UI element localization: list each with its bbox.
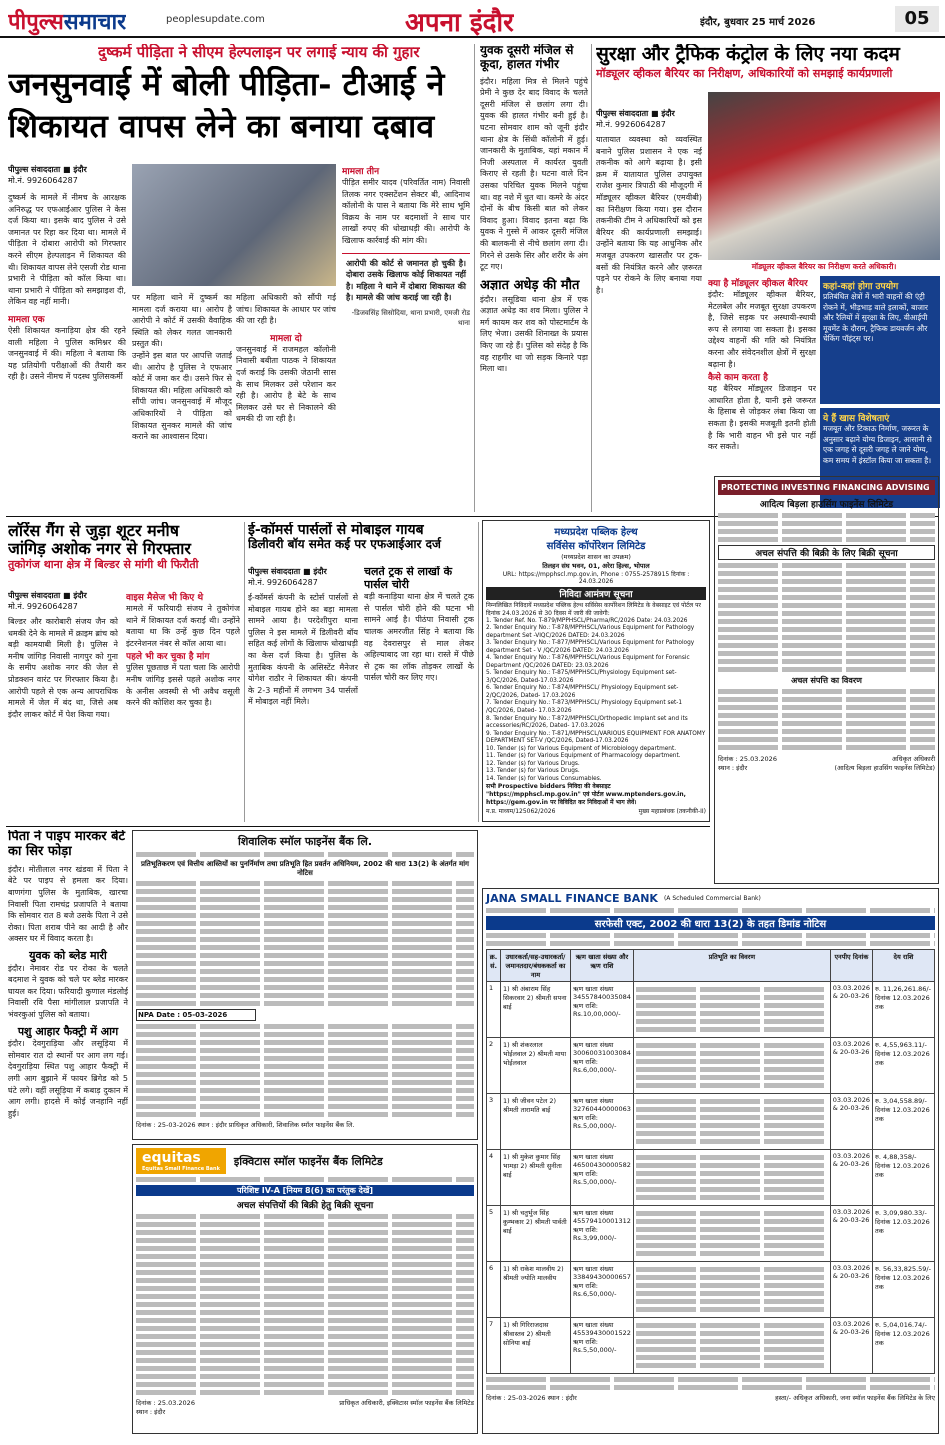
gang-mobile: मो.नं. 9926064287 bbox=[8, 602, 78, 611]
table-cell: रु. 3,09,980.33/- दिनांक 12.03.2026 तक bbox=[873, 1206, 935, 1262]
barrier-subheadline: मॉड्यूलर व्हीकल बैरियर का निरीक्षण, अधिकारियों को समझाई कार्यप्रणाली bbox=[596, 66, 893, 80]
table-row bbox=[487, 1150, 935, 1206]
table-cell bbox=[633, 1318, 830, 1374]
lead-body-4: उन्होंने इस बात पर आपत्ति जताई थी। आरोप है पुलिस ने एफआर कोर्ट में जमा कर दी। उसने फिर से शिकायत की। महिला अधिकारी को सौंपी जांच। जनसुनवाई में मौजूद अधिकारियों ने पीड़िता को शिकायत सुनकर मामले की जांच कराने का आश्वासन दिया। bbox=[132, 350, 232, 442]
table-cell bbox=[633, 1206, 830, 1262]
tender-item: 14. Tender (s) for Various Consumables. bbox=[486, 775, 602, 782]
table-header: प्रतिभूति का विवरण bbox=[633, 950, 830, 982]
tender-item: 9. Tender Enquiry No.: T-871/MPPHSCL/VARIOUS EQUIPMENT FOR ANATOMY DEPARTMENT SET-V /QC/2026, Dated-17.03.2026 bbox=[486, 730, 706, 745]
story-father bbox=[8, 830, 128, 1435]
lead-mobile: मो.नं. 9926064287 bbox=[8, 176, 78, 185]
barrier-headline: सुरक्षा और ट्रैफिक कंट्रोल के लिए नया कदम bbox=[596, 44, 900, 65]
table-cell: ऋण खाता संख्या 30060031003084 ऋण राशि: Rs.6,00,000/- bbox=[571, 1038, 634, 1094]
table-header: ऋण खाता संख्या और ऋण राशि bbox=[571, 950, 634, 982]
lead-body-3: पर महिला थाने में दुष्कर्म का मामला दर्ज कराया था। आरोप है आरोपी ने कोर्ट में उसकी वैवाहिक स्थिति को लेकर गलत जानकारी प्रस्तुत की। bbox=[132, 293, 232, 349]
table-cell: ऋण खाता संख्या 32760440000063 ऋण राशि: Rs.5,00,000/- bbox=[571, 1094, 634, 1150]
lead-body-2: ऐसी शिकायत कनाड़िया क्षेत्र की रहने वाली महिला ने पुलिस कमिश्नर की जनसुनवाई में की। महिला ने बताया कि यह प्रतियोगी परीक्षाओं की तैयारी कर रही है। उसने नीमच में पदस्थ पुलिसकर्मी bbox=[8, 325, 126, 382]
gang-sub-2: पहले भी कर चुका है मांग bbox=[126, 652, 210, 663]
tender-item: 11. Tender (s) for Various Equipment of Pharmacology department. bbox=[486, 753, 681, 760]
table-cell: 03.03.2026 & 20-03-26 bbox=[830, 1038, 872, 1094]
table-cell: 1) श्री जीवन पटेल 2) श्रीमती तारामति बाई bbox=[501, 1094, 571, 1150]
story-fall bbox=[480, 44, 588, 512]
divider bbox=[478, 522, 479, 822]
parcel-byline: पीपुल्स संवाददाता ■ इंदौर bbox=[248, 567, 327, 576]
gang-headline-2: जांगिड़ अशोक नगर से गिरफ्तार bbox=[8, 539, 191, 559]
story-parcel bbox=[248, 522, 474, 822]
lead-body-7: पीड़ित समीर यादव (परिवर्तित नाम) निवासी तिलक नगर एक्सटेंशन सेक्टर बी, आदिनाथ कॉलोनी के पास ने बताया कि मेरे साथ भूमि विक्रय के नाम पर बदमाशों ने साथ पार लाखों रुपए की धोखाधड़ी की। आरोपी के खिलाफ कार्रवाई की मांग की। bbox=[342, 178, 470, 245]
tender-item: 7. Tender Enquiry No.: T-873/MPPHSCL/ Physiology Equipment set-1 /QC/2026, Dated- 17.03.2026 bbox=[486, 700, 683, 714]
lead-quote: आरोपी की कोर्ट से जमानत हो चुकी है। दोबारा उसके खिलाफ कोई शिकायत नहीं है। महिला ने थाने में दोबारा शिकायत की है। मामले की जांच कराई जा रही है। bbox=[342, 253, 470, 308]
website-url[interactable]: peoplesupdate.com bbox=[166, 14, 265, 25]
lead-story bbox=[8, 44, 470, 512]
table-cell: रु. 56,33,825.59/- दिनांक 12.03.2026 तक bbox=[873, 1262, 935, 1318]
barrier-body-2: इंदौर: मॉड्यूलर व्हीकल बैरियर, मेटलबेल और मजबूत सुरक्षा उपकरण है, जिसे सड़क पर अस्थायी-स्थायी रूप से लगाया जा सकता है। इसका उद्देश्य वाहनों की गति को नियंत्रित करना और संवेदनशील क्षेत्रों में सुरक्षा बढ़ाना है। bbox=[708, 290, 816, 369]
table-cell: 1) श्री चतुर्भुज सिंह कुम्भकार 2) श्रीमती पार्वती बाई bbox=[501, 1206, 571, 1262]
gang-body: बिल्डर और कारोबारी संजय जैन को धमकी देने के मामले में क्राइम ब्रांच को बड़ी कामयाबी मिली है। पुलिस ने मनीष जांगिड़ निवासी नागपुर को गुना के समीप अशोक नगर की जेल से प्रोडक्शन वारंट पर गिरफ्तार किया है। आरोपी पहले से एक अन्य आपराधिक मामले में जेल में बंद था, जिसे अब इंदौर लाकर कोर्ट में पेश किया गया। bbox=[8, 617, 118, 719]
gang-byline: पीपुल्स संवाददाता ■ इंदौर bbox=[8, 591, 87, 600]
table-row bbox=[487, 1094, 935, 1150]
table-cell: ऋण खाता संख्या 45539430001522 ऋण राशि: Rs.5,50,000/- bbox=[571, 1318, 634, 1374]
lead-subhead-3: मामला तीन bbox=[342, 167, 380, 177]
table-cell: ऋण खाता संख्या 33849430000657 ऋण राशि: Rs.6,50,000/- bbox=[571, 1262, 634, 1318]
gang-sub-1: वाइस मैसेज भी किए थे bbox=[126, 593, 204, 603]
tender-item: 5. Tender Enquiry No.: T-875/MPPHSCL/Physiology Equipment set-3/QC/2026, Dated-17.03.2026 bbox=[486, 670, 677, 684]
divider bbox=[244, 522, 245, 822]
table-cell: 03.03.2026 & 20-03-26 bbox=[830, 1206, 872, 1262]
table-cell bbox=[633, 1038, 830, 1094]
barrier-byline: पीपुल्स संवाददाता ■ इंदौर bbox=[596, 109, 675, 118]
barrier-body-3: यह बैरियर मॉड्यूलर डिजाइन पर आधारित होता है, यानी इसे जरूरत के हिसाब से जोड़कर लंबा किया जा सकता है। इसकी मजबूती इतनी होती है कि भारी वाहन भी इसे पार नहीं कर सकते। bbox=[708, 384, 816, 452]
parcel-headline-2: डिलीवरी बॉय समेत कई पर एफआईआर दर्ज bbox=[248, 537, 441, 552]
father-sub-1: युवक को ब्लेड मारी bbox=[29, 949, 107, 963]
tender-item: 10. Tender (s) for Various Equipment of Microbiology department. bbox=[486, 745, 677, 752]
lead-headline-1: जनसुनवाई में बोली पीड़िता- टीआई ने bbox=[8, 66, 445, 103]
lead-kicker: दुष्कर्म पीड़िता ने सीएम हेल्पलाइन पर लगाई न्याय की गुहार bbox=[98, 44, 420, 61]
lead-subhead-2: मामला दो bbox=[270, 333, 302, 344]
tender-item: 3. Tender Enquiry No.: T-877/MPPHSCL/Various Equipment for Pathology department Set - V /QC/2026 DATED: 24.03.2026 bbox=[486, 640, 695, 654]
lead-body-5: महिला अधिकारी को सौंपी गई जांच। शिकायत के आधार पर जांच की जा रही है। bbox=[236, 293, 336, 326]
table-header: देय राशि bbox=[873, 950, 935, 982]
table-cell: रु. 4,88,358/- दिनांक 12.03.2026 तक bbox=[873, 1150, 935, 1206]
table-cell bbox=[633, 1262, 830, 1318]
lead-quote-by: -डिजवसिंह सिसोदिया, थाना प्रभारी, एमजी रोड थाना bbox=[351, 308, 470, 328]
ad-aditya-birla: PROTECTING INVESTING FINANCING ADVISING आदित्य बिड़ला हाउसिंग फाइनेंस लिमिटेड अचल संपत्ति की बिक्री के लिए बिक्री सूचना अचल संपत्ति का विवरण दिनांक : 25.03.2026 स्थान : इंदौर अधिकृत अधिकारी (आदित्य बिड़ला हाउसिंग फाइनेंस लिमिटेड) bbox=[714, 476, 939, 884]
table-cell: 6 bbox=[487, 1262, 501, 1318]
lead-body-1: दुष्कर्म के मामले में नीमच के आरक्षक अनिरुद्ध पर एफआईआर पुलिस ने केस दर्ज किया था। इसके बाद पुलिस ने उसे जमानत पर रिहा कर दिया था। मामले में पीड़िता ने दोबारा आरोपी को गिरफ्तार करने सीएम हेल्पलाइन में शिकायत की थी। शिकायत वापस लेने एसजी रोड थाना प्रभारी ने पीड़िता को कॉल किया था। थाना प्रभारी ने पीड़िता को समझाइश दी, लेकिन वह नहीं मानी। bbox=[8, 193, 126, 307]
tender-item: 6. Tender Enquiry No.: T-874/MPPHSCL/ Physiology Equipment set-2/QC/2026, Dated- 17.03.2026 bbox=[486, 685, 679, 699]
table-cell: 1) श्री अंबाराम सिंह सिकरवार 2) श्रीमती सपना बाई bbox=[501, 982, 571, 1038]
masthead bbox=[0, 0, 945, 38]
table-cell: 1) श्री राकेश मालवीय 2) श्रीमती ज्योति मालवीय bbox=[501, 1262, 571, 1318]
tender-item: 2. Tender Enquiry No.: T-878/MPPHSCL/Various Equipment for Pathology department Set -VIQC/2026 DATED: 24.03.2026 bbox=[486, 625, 695, 639]
gang-headline-1: लॉरेंस गैंग से जुड़ा शूटर मनीष bbox=[8, 522, 179, 540]
parcel-mobile: मो.नं. 9926064287 bbox=[248, 578, 318, 587]
table-cell bbox=[633, 1094, 830, 1150]
table-cell: 7 bbox=[487, 1318, 501, 1374]
father-sub-2: पशु आहार फैक्ट्री में आग bbox=[17, 1024, 119, 1038]
barrier-box-1: कहां-कहां होगा उपयोग प्रतिबंधित क्षेत्रों में भारी वाहनों की एंट्री रोकने में, भीड़भाड़ वाले इलाकों, बाजार और रैलियों में सुरक्षा के लिए, वीआईपी मूवमेंट के दौरान, ट्रैफिक डायवर्जन और चेकिंग पॉइंट्स पर। bbox=[820, 276, 940, 404]
newspaper-logo: पीपुल्ससमाचार bbox=[8, 10, 127, 35]
table-cell bbox=[633, 1150, 830, 1206]
table-cell: रु. 11,26,261.86/- दिनांक 12.03.2026 तक bbox=[873, 982, 935, 1038]
table-row bbox=[487, 982, 935, 1038]
table-cell: 5 bbox=[487, 1206, 501, 1262]
table-cell: 1) श्री गिरिराजदास श्रीवास्तव 2) श्रीमती सोनिया बाई bbox=[501, 1318, 571, 1374]
fall-body-2: इंदौर। लसूडिया थाना क्षेत्र में एक अज्ञात अधेड़ का शव मिला। पुलिस ने मर्ग कायम कर शव को पोस्टमार्टम के लिए भेजा। उसकी शिनाख्त के प्रयास किए जा रहे हैं। पुलिस को संदेह है कि वह राहगीर था जो सड़क किनारे पड़ा मिला था। bbox=[480, 294, 588, 374]
table-cell: 1) श्री मुकेश कुमार सिंह भामड़ा 2) श्रीमती सुनीता बाई bbox=[501, 1150, 571, 1206]
lead-photo bbox=[132, 164, 336, 286]
lead-headline-2: शिकायत वापस लेने का बनाया दबाव bbox=[8, 108, 435, 145]
fall-headline: युवक दूसरी मंजिल से कूदा, हालत गंभीर bbox=[480, 44, 574, 71]
barrier-mobile: मो.नं. 9926064287 bbox=[596, 120, 666, 129]
barrier-body: यातायात व्यवस्था को व्यवस्थित बनाने पुलिस प्रशासन ने एक नई तकनीक को आगे बढ़ाया है। इसी क्रम में यातायात पुलिस उपायुक्त राजेश कुमार त्रिपाठी की मौजूदगी में मॉड्यूलर व्हीकल बैरियर (एमवीबी) का निरीक्षण किया गया। इस दौरान तकनीकी टीम ने अधिकारियों को इस बैरियर की कार्यप्रणाली समझाई। उन्होंने बताया कि यह आधुनिक और मजबूत उपकरण खासतौर पर ट्रक-बसों की नियंत्रित करने और ज़रूरत पड़ने पर रोकने के लिए बनाया गया है। bbox=[596, 135, 702, 295]
ad-mpphscl-tender: मध्यप्रदेश पब्लिक हेल्थ सर्विसेस कॉर्पोरेशन लिमिटेड (मध्यप्रदेश शासन का उपक्रम) तिलहन संघ भवन, 01, अरेरा हिल्स, भोपाल URL: https://mpphscl.mp.gov.in, Phone : 0755-2578915 दिनांक : 24.03.2026 निविदा आमंत्रण सूचना निम्नलिखित निविदायें मध्यप्रदेश पब्लिक हेल्थ सर्विसेस कार्पोरेशन लिमिटेड के वेबसाइट एवं पोर्टल पर दिनांक 24.03.2026 से 30 दिवस में जारी की जावेगी: 1. Tender Ref. No. T-879/MPPHSCL/Pharma/RC/2026 Date: 24.03.2026 2. Tender Enquiry No.: T-878/MPPHSCL/Various Equipment for Pathology department Set -VIQC/2026 DATED: 24.03.2026 3. Tender Enquiry No.: T-877/MPPHSCL/Various Equipment for Pathology department Set - V /QC/2026 DATED: 24.03.2026 4. Tender Enquiry No.: T-876/MPPHSCL/Various Equipment for Forensic Department /QC/2026 DATED: 23.03.2026 5. Tender Enquiry No.: T-875/MPPHSCL/Physiology Equipment set-3/QC/2026, Dated-17.03.2026 6. Tender Enquiry No.: T-874/MPPHSCL/ Physiology Equipment set-2/QC/2026, Dated- 17.03.2026 7. Tender Enquiry No.: T-873/MPPHSCL/ Physiology Equipment set-1 /QC/2026, Dated- 17.03.2026 8. Tender Enquiry No.: T-872/MPPHSCL/Orthopedic Implant set and its accessories/RC/2026, Dated- 17.03.2026 9. Tender Enquiry No.: T-871/MPPHSCL/VARIOUS EQUIPMENT FOR ANATOMY DEPARTMENT SET-V /QC/2026, Dated-17.03.2026 10. Tender (s) for Various Equipment of Microbiology department. 11. Tender (s) for Various Equipment of Pharmacology department. 12. Tender (s) for Various Drugs. 13. Tender (s) for Various Drugs. 14. Tender (s) for Various Consumables. सभी Prospective bidders निविदा की वेबसाइट "https://mpphscl.mp.gov.in" एवं पोर्टल www.mptenders.gov.in, https://gem.gov.in पर विविदित कर निविदाओं में भाग लेवें। म.प्र. माध्यम/125062/2026 मुख्य महाप्रबंधक (तकनीकी-II) bbox=[482, 520, 710, 822]
tender-item: 8. Tender Enquiry No.: T-872/MPPHSCL/Orthopedic Implant set and its accessories/RC/2026, Dated- 17.03.2026 bbox=[486, 715, 688, 730]
fall-body: इंदौर। महिला मित्र से मिलने पहुंचे प्रेमी ने कुछ देर बाद विवाद के चलते दूसरी मंजिल से छलांग लगा दी। युवक की हालत गंभीर बनी हुई है। घटना सोमवार शाम को जूनी इंदौर थाना क्षेत्र के सिंधी कॉलोनी में हुई। जानकारी के मुताबिक, यहां मकान में निजी अस्पताल में कार्यरत युवती किराए से रहती है। घटना वाले दिन उसका परिचित युवक मिलने पहुंचा था। वह नशे में धुत था। कमरे के अंदर दोनों के बीच किसी बात को लेकर विवाद हुआ। विवाद इतना बढ़ा कि युवक ने गुस्से में आकर दूसरी मंजिल की बालकनी से नीचे छलांग लगा दी। गिरने से उसके सिर और शरीर के अंग टूट गए। bbox=[480, 76, 588, 272]
table-header: क्र. सं. bbox=[487, 950, 501, 982]
table-row bbox=[487, 1038, 935, 1094]
tender-item: 4. Tender Enquiry No.: T-876/MPPHSCL/Various Equipment for Forensic Department /QC/2026 DATED: 23.03.2026 bbox=[486, 655, 690, 669]
story-barrier bbox=[596, 44, 940, 512]
barrier-photo bbox=[708, 92, 940, 260]
table-header: उधारकर्ता/सह-उधारकर्ता/जमानतदार/बंधककर्ता का नाम bbox=[501, 950, 571, 982]
table-cell bbox=[633, 982, 830, 1038]
table-cell: 03.03.2026 & 20-03-26 bbox=[830, 1318, 872, 1374]
dateline: इंदौर, बुधवार 25 मार्च 2026 bbox=[700, 17, 816, 28]
table-row bbox=[487, 1262, 935, 1318]
father-body-2: इंदौर। नेमावर रोड पर रोका के चलते बदमाश ने युवक को चले पर ब्लेड मारकर घायल कर दिया। फरियादी कुणाल मंडलोई निवासी रवि पैसा मांगीलाल प्रजापति ने भंवरकुआं पुलिस को बताया। bbox=[8, 963, 128, 1020]
ad-equitas: equitas Equitas Small Finance Bank इक्विटास स्मॉल फाइनेंस बैंक लिमिटेड परिशिष्ट IV-A [नियम 8(6) का परंतुक देखें] अचल संपत्तियों की बिक्री हेतु बिक्री सूचना दिनांक : 25.03.2026 स्थान : इंदौर प्राधिकृत अधिकारी, इक्विटास स्मॉल फाइनेंस बैंक लिमिटेड bbox=[132, 1144, 478, 1434]
ad-shivalik: शिवालिक स्मॉल फाइनेंस बैंक लि. प्रतिभूतिकरण एवं वित्तीय आस्तियों का पुनर्निर्माण तथा प्रतिभूति हित प्रवर्तन अधिनियम, 2002 की धारा 13(2) के अंतर्गत मांग नोटिस NPA Date : 05-03-2026 दिनांक : 25-03-2026 स्थान : इंदौर प्राधिकृत अधिकारी, शिवालिक स्मॉल फाइनेंस बैंक लि. bbox=[132, 830, 478, 1140]
barrier-sub-1: क्या है मॉड्यूलर व्हीकल बैरियर bbox=[708, 279, 808, 289]
story-gang bbox=[8, 522, 240, 822]
table-cell: 2 bbox=[487, 1038, 501, 1094]
table-cell: 4 bbox=[487, 1150, 501, 1206]
jana-table bbox=[486, 949, 935, 1374]
parcel-body: ई-कॉमर्स कंपनी के स्टोर्स पार्सलों से मोबाइल गायब होने का बड़ा मामला सामने आया है। परदेशीपुरा थाना पुलिस ने इस मामले में डिलीवरी बॉय सहित कई लोगों के खिलाफ धोखाधड़ी का केस दर्ज किया है। पुलिस के मुताबिक कंपनी के असिस्टेंट मैनेजर योगेश राठौर ने शिकायत की। कंपनी के 2-3 महीनों में लगभग 34 पार्सलों में मोबाइल नहीं मिले। bbox=[248, 593, 358, 707]
ad-jana-bank: JANA SMALL FINANCE BANK (A Scheduled Commercial Bank) सरफेसी एक्ट, 2002 की धारा 13(2) के तहत डिमांड नोटिस क्र. सं. उधारकर्ता/सह-उधारकर्ता/जमानतदार/बंधककर्ता का नाम ऋण खाता संख्या और ऋण राशि प्रतिभूति का विवरण एनपीए दिनांक देय राशि 1 1) श्री अंबाराम सिंह सिकरवार 2) श्रीमती सपना बाई ऋण खाता संख्या 34557840035084 ऋण राशि: Rs.10,00,000/- 03.03.2026 & 20-03-26 रु. 11,26,261.86/- दिनांक 12.03.2026 तक 2 1) श्री शंकरलाल भोईलवाल 2) श्रीमती माया भोईलवाल ऋण खाता संख्या 30060031003084 ऋण राशि: Rs.6,00,000/- 03.03.2026 & 20-03-26 रु. 4,55,963.11/- दिनांक 12.03.2026 तक 3 1) श्री जीवन पटेल 2) श्रीमती तारामति बाई ऋण खाता संख्या 32760440000063 ऋण राशि: Rs.5,00,000/- 03.03.2026 & 20-03-26 रु. 3,04,558.89/- दिनांक 12.03.2026 तक 4 1) श्री मुकेश कुमार सिंह भामड़ा 2) श्रीमती सुनीता बाई ऋण खाता संख्या 46500430000582 ऋण राशि: Rs.5,00,000/- 03.03.2026 & 20-03-26 रु. 4,88,358/- दिनांक 12.03.2026 तक 5 1) श्री चतुर्भुज सिंह कुम्भकार 2) श्रीमती पार्वती बाई ऋण खाता संख्या 45579410001312 ऋण राशि: Rs.3,99,000/- 03.03.2026 & 20-03-26 रु. 3,09,980.33/- दिनांक 12.03.2026 तक 6 1) श्री राकेश मालवीय 2) श्रीमती ज्योति मालवीय ऋण खाता संख्या 33849430000657 ऋण राशि: Rs.6,50,000/- 03.03.2026 & 20-03-26 रु. 56,33,825.59/- दिनांक 12.03.2026 तक 7 1) श्री गिरिराजदास श्रीवास्तव 2) श्रीमती सोनिया बाई ऋण खाता संख्या 45539430001522 ऋण राशि: Rs.5,50,000/- 03.03.2026 & 20-03-26 रु. 5,04,016.74/- दिनांक 12.03.2026 तक दिनांक : 25-03-2026 स्थान : इंदौर हस्ता/- अधिकृत अधिकारी, जना स्मॉल फाइनेंस बैंक लिमिटेड के लिए bbox=[482, 888, 939, 1434]
section-title: अपना इंदौर bbox=[405, 8, 514, 38]
table-cell: 3 bbox=[487, 1094, 501, 1150]
barrier-caption: मॉड्यूलर व्हीकल बैरियर का निरीक्षण करते अधिकारी। bbox=[751, 262, 897, 271]
table-cell: 03.03.2026 & 20-03-26 bbox=[830, 1150, 872, 1206]
table-cell: ऋण खाता संख्या 46500430000582 ऋण राशि: Rs.5,00,000/- bbox=[571, 1150, 634, 1206]
table-cell: रु. 3,04,558.89/- दिनांक 12.03.2026 तक bbox=[873, 1094, 935, 1150]
lead-subhead-1: मामला एक bbox=[8, 314, 45, 325]
lead-body-6: जनसुनवाई में राजमहल कॉलोनी निवासी बबीता पाठक ने शिकायत दर्ज कराई कि उसकी जेठानी सास के साथ मिलकर उसे परेशान कर रही है। आरोप है बेटे के साथ मिलकर उसे घर से निकालने की धमकी दी जा रही है। bbox=[236, 344, 336, 424]
lead-byline: पीपुल्स संवाददाता ■ इंदौर bbox=[8, 165, 87, 174]
father-headline: पिता ने पाइप मारकर बेटे का सिर फोड़ा bbox=[8, 830, 126, 859]
equitas-logo: equitas Equitas Small Finance Bank bbox=[136, 1148, 226, 1174]
table-cell: 03.03.2026 & 20-03-26 bbox=[830, 982, 872, 1038]
table-cell: रु. 5,04,016.74/- दिनांक 12.03.2026 तक bbox=[873, 1318, 935, 1374]
table-cell: 03.03.2026 & 20-03-26 bbox=[830, 1094, 872, 1150]
parcel-side-headline: चलते ट्रक से लाखों के पार्सल चोरी bbox=[364, 566, 453, 591]
tender-item: 1. Tender Ref. No. T-879/MPPHSCL/Pharma/RC/2026 Date: 24.03.2026 bbox=[486, 617, 688, 624]
table-cell: 03.03.2026 & 20-03-26 bbox=[830, 1262, 872, 1318]
father-body: इंदौर। मोतीलाल नगर खंडवा में पिता ने बेटे पर पाइप से हमला कर दिया। बाणगंगा पुलिस के मुताबिक, खारचा निवासी पिता रामचंद्र प्रजापति ने बताया कि सोमवार रात 8 बजे उसके पिता ने उसे रोका। पिता शराब पीने का आदी है और अक्सर घर में विवाद करता है। bbox=[8, 864, 128, 944]
gang-subheadline: तुकोगंज थाना क्षेत्र में बिल्डर से मांगी थी फिरौती bbox=[8, 557, 199, 571]
table-cell: 1 bbox=[487, 982, 501, 1038]
divider bbox=[474, 44, 475, 512]
tender-item: 12. Tender (s) for Various Drugs. bbox=[486, 760, 580, 767]
table-row bbox=[487, 1318, 935, 1374]
divider bbox=[6, 826, 710, 827]
parcel-side-body: बड़ी कनाड़िया थाना क्षेत्र में चलते ट्रक से पार्सल चोरी होने की घटना भी सामने आई है। पीठंपा निवासी ट्रक चालक अमरजीत सिंह ने बताया कि वह देवरासपुर से माल लेकर अहिल्याबाद जा रहा था। रास्ते में पीछे से ट्रक का लॉक तोड़कर लाखों के पार्सल चोरी कर लिए गए। bbox=[364, 592, 474, 683]
barrier-sub-2: कैसे काम करता है bbox=[708, 373, 768, 384]
table-row bbox=[487, 1206, 935, 1262]
tender-item: 13. Tender (s) for Various Drugs. bbox=[486, 768, 580, 775]
parcel-headline-1: ई-कॉमर्स पार्सलों से मोबाइल गायब bbox=[248, 522, 424, 538]
barrier-box-2: ये हैं खास विशेषताएं मजबूत और टिकाऊ निर्माण, जरूरत के अनुसार बढ़ाने योग्य डिजाइन, आसानी से एक जगह से दूसरी जगह ले जाने योग्य, कम समय में इंस्टॉल किया जा सकता है। bbox=[820, 408, 940, 508]
table-cell: ऋण खाता संख्या 34557840035084 ऋण राशि: Rs.10,00,000/- bbox=[571, 982, 634, 1038]
table-cell: रु. 4,55,963.11/- दिनांक 12.03.2026 तक bbox=[873, 1038, 935, 1094]
gang-body-2: मामले में फरियादी संजय ने तुकोगंज थाने में शिकायत दर्ज कराई थी। उन्होंने बताया था कि उन्हें कुछ दिन पहले इंटरनेशनल नंबर से कॉल आया था। bbox=[126, 604, 240, 648]
gang-body-3: पुलिस पूछताछ में पता चला कि आरोपी मनीष जांगिड़ इससे पहले अशोक नगर के अनीस अवस्थी से भी अवैध वसूली करने की कोशिश कर चुका है। bbox=[126, 663, 240, 708]
table-cell: ऋण खाता संख्या 45579410001312 ऋण राशि: Rs.3,99,000/- bbox=[571, 1206, 634, 1262]
page-number: 05 bbox=[895, 6, 939, 32]
divider bbox=[591, 44, 592, 512]
fall-subhead: अज्ञात अधेड़ की मौत bbox=[480, 277, 580, 293]
father-body-3: इंदौर। देवगुराड़िया और लसूड़िया में सोमवार रात दो स्थानों पर आग लग गई। देवगुराड़िया स्थित पशु आहार फैक्ट्री में लगी आग बुझाने में फायर ब्रिगेड को 5 घंटे लगे। वहीं लसूड़िया में कबाड़ दुकान में आग लगी। हादसे में कोई जनहानि नहीं हुई। bbox=[8, 1039, 128, 1118]
table-cell: 1) श्री शंकरलाल भोईलवाल 2) श्रीमती माया भोईलवाल bbox=[501, 1038, 571, 1094]
tender-list bbox=[486, 618, 706, 784]
table-header: एनपीए दिनांक bbox=[830, 950, 872, 982]
